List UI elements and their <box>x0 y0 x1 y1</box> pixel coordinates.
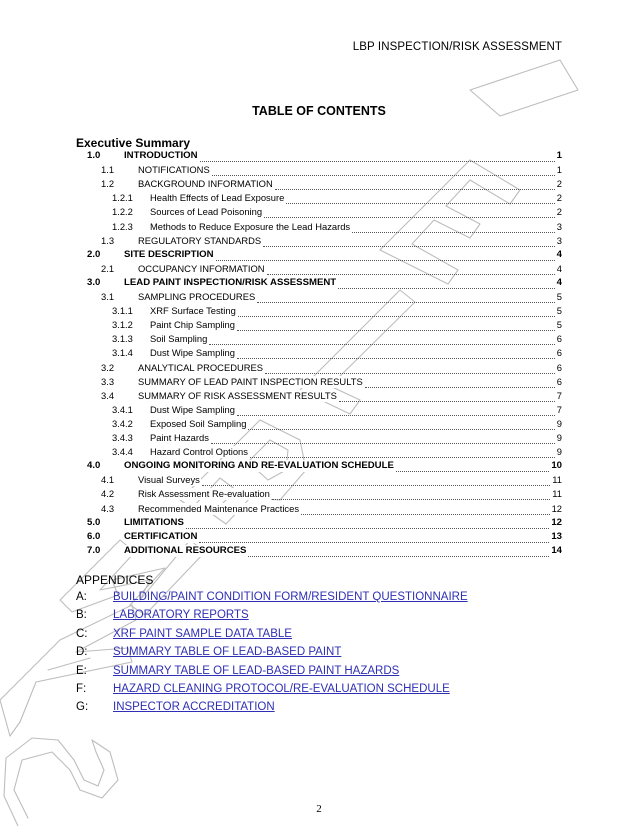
appendix-link[interactable]: BUILDING/PAINT CONDITION FORM/RESIDENT QUESTIONNAIRE <box>113 591 468 603</box>
toc-leader-dots <box>237 415 555 416</box>
toc-leader-dots <box>257 302 555 303</box>
toc-entry[interactable] <box>0 459 638 473</box>
toc-entry-page: 5 <box>556 319 562 331</box>
toc-entry-page: 9 <box>556 417 562 429</box>
toc-entry-page: 2 <box>556 192 562 204</box>
toc-leader-dots <box>267 274 555 275</box>
toc-leader-dots <box>263 246 555 247</box>
toc-entry-number: 3.4 <box>101 389 115 401</box>
toc-leader-dots <box>212 175 555 176</box>
toc-entry-number: 4.2 <box>101 488 115 500</box>
executive-summary-heading: Executive Summary <box>76 136 191 150</box>
toc-entry-number: 3.1.3 <box>112 333 133 345</box>
toc-leader-dots <box>301 514 550 515</box>
toc-entry-title: XRF Surface Testing <box>150 305 236 317</box>
toc-entry-page: 14 <box>551 544 562 556</box>
toc-entry-number: 4.1 <box>101 474 115 486</box>
toc-leader-dots <box>396 471 549 472</box>
toc-leader-dots <box>200 161 555 162</box>
toc-entry-page: 6 <box>556 347 562 359</box>
toc-entry-title: SITE DESCRIPTION <box>124 248 214 260</box>
toc-entry-page: 3 <box>556 234 562 246</box>
toc-entry-title: Visual Surveys <box>138 474 200 486</box>
toc-leader-dots <box>286 203 554 204</box>
toc-entry[interactable] <box>0 417 638 431</box>
toc-entry-page: 4 <box>556 248 562 260</box>
toc-leader-dots <box>352 232 555 233</box>
toc-entry[interactable] <box>0 318 638 332</box>
toc-entry-page: 4 <box>556 262 562 274</box>
toc-entry-title: Paint Hazards <box>150 432 209 443</box>
appendix-letter: B: <box>76 609 87 622</box>
appendix-letter: C: <box>76 627 88 640</box>
toc-leader-dots <box>211 443 555 444</box>
toc-title: TABLE OF CONTENTS <box>252 104 386 118</box>
running-header: LBP INSPECTION/RISK ASSESSMENT <box>352 41 562 53</box>
toc-entry[interactable] <box>0 502 638 516</box>
toc-entry-page: 7 <box>556 389 562 401</box>
appendices-heading: APPENDICES <box>76 573 154 587</box>
toc-leader-dots <box>338 288 555 289</box>
appendix-link[interactable]: SUMMARY TABLE OF LEAD-BASED PAINT <box>113 646 342 659</box>
toc-entry-title: Risk Assessment Re-evaluation <box>138 488 270 500</box>
toc-entry-number: 1.2.3 <box>112 220 133 232</box>
toc-entry-title: CERTIFICATION <box>124 530 198 542</box>
appendix-letter: D: <box>76 646 88 659</box>
toc-entry-title: ADDITIONAL RESOURCES <box>124 544 247 556</box>
toc-entry[interactable] <box>0 473 638 487</box>
toc-entry-title: INTRODUCTION <box>124 150 198 161</box>
toc-leader-dots <box>199 542 549 543</box>
toc-entry[interactable] <box>0 346 638 360</box>
appendix-letter: G: <box>76 701 89 714</box>
page-number: 2 <box>316 803 322 815</box>
toc-entry-number: 4.3 <box>101 502 115 514</box>
toc-entry-page: 11 <box>552 488 562 500</box>
toc-entry-title: Health Effects of Lead Exposure <box>150 192 285 204</box>
toc-entry-page: 10 <box>551 460 562 472</box>
toc-entry-number: 5.0 <box>87 516 101 528</box>
toc-entry-page: 9 <box>556 432 562 443</box>
toc-entry-page: 12 <box>551 502 562 514</box>
toc-entry-number: 3.3 <box>101 375 115 387</box>
toc-entry-title: ONGOING MONITORING AND RE-EVALUATION SCHEDULE <box>124 460 394 472</box>
toc-entry-title: Dust Wipe Sampling <box>150 347 235 359</box>
toc-entry[interactable] <box>0 262 638 276</box>
toc-entry-page: 5 <box>556 305 562 317</box>
appendix-link[interactable]: HAZARD CLEANING PROTOCOL/RE-EVALUATION SCHEDULE <box>113 683 450 695</box>
toc-entry[interactable] <box>0 516 638 530</box>
toc-entry-title: Recommended Maintenance Practices <box>138 502 300 514</box>
toc-entry-title: Paint Chip Sampling <box>150 319 235 331</box>
toc-entry-page: 3 <box>556 220 562 232</box>
toc-entry-number: 2.0 <box>87 248 101 260</box>
toc-entry[interactable] <box>0 220 638 234</box>
toc-entry-number: 1.2.1 <box>112 192 133 204</box>
toc-entry[interactable] <box>0 530 638 544</box>
toc-entry-number: 3.2 <box>101 361 115 373</box>
toc-leader-dots <box>209 344 554 345</box>
toc-entry-title: SUMMARY OF LEAD PAINT INSPECTION RESULTS <box>138 375 363 387</box>
toc-entry-title: Sources of Lead Poisoning <box>150 206 263 218</box>
toc-entry-number: 3.1.4 <box>112 347 133 359</box>
toc-entry-number: 3.4.3 <box>112 432 133 443</box>
toc-entry-number: 3.4.4 <box>112 446 133 458</box>
toc-entry-number: 3.1.1 <box>112 305 133 317</box>
toc-entry-title: Hazard Control Options <box>150 446 248 458</box>
toc-entry[interactable] <box>0 403 638 417</box>
toc-entry-page: 11 <box>552 474 562 486</box>
toc-entry-number: 1.2.2 <box>112 206 133 218</box>
toc-entry-title: Methods to Reduce Exposure the Lead Hazards <box>150 220 351 232</box>
toc-entry-page: 6 <box>556 361 562 373</box>
toc-entry-number: 6.0 <box>87 530 101 542</box>
toc-entry-number: 3.0 <box>87 276 101 288</box>
toc-entry-page: 4 <box>556 276 562 288</box>
toc-entry[interactable] <box>0 431 638 445</box>
toc-entry-page: 1 <box>556 164 562 176</box>
toc-entry-title: NOTIFICATIONS <box>138 164 210 176</box>
toc-entry-title: Soil Sampling <box>150 333 208 345</box>
toc-entry[interactable] <box>0 149 638 163</box>
toc-entry-page: 1 <box>556 150 562 161</box>
toc-leader-dots <box>216 260 555 261</box>
toc-leader-dots <box>237 330 555 331</box>
toc-entry-title: REGULATORY STANDARDS <box>138 234 262 246</box>
toc-leader-dots <box>248 429 554 430</box>
toc-entry[interactable] <box>0 205 638 219</box>
toc-leader-dots <box>186 528 549 529</box>
toc-entry-page: 2 <box>556 206 562 218</box>
toc-leader-dots <box>275 189 555 190</box>
toc-entry[interactable] <box>0 290 638 304</box>
toc-entry-title: Dust Wipe Sampling <box>150 403 235 415</box>
appendix-letter: E: <box>76 664 87 677</box>
toc-entry[interactable] <box>0 304 638 318</box>
appendix-link[interactable]: XRF PAINT SAMPLE DATA TABLE <box>113 627 292 640</box>
toc-leader-dots <box>265 373 555 374</box>
toc-entry[interactable] <box>0 276 638 290</box>
toc-entry-page: 5 <box>556 291 562 302</box>
toc-entry-number: 1.0 <box>87 150 101 161</box>
toc-entry-number: 3.1 <box>101 291 115 302</box>
toc-entry[interactable] <box>0 248 638 262</box>
toc-entry[interactable] <box>0 191 638 205</box>
toc-entry-number: 1.2 <box>101 178 115 190</box>
toc-entry-number: 4.0 <box>87 460 101 472</box>
toc-entry-title: SUMMARY OF RISK ASSESSMENT RESULTS <box>138 389 337 401</box>
appendix-link[interactable]: SUMMARY TABLE OF LEAD-BASED PAINT HAZARDS <box>113 664 400 677</box>
toc-entry-page: 6 <box>556 375 562 387</box>
toc-entry-page: 12 <box>551 516 562 528</box>
toc-entry-number: 1.3 <box>101 234 115 246</box>
appendix-link[interactable]: INSPECTOR ACCREDITATION <box>113 701 275 714</box>
toc-leader-dots <box>202 485 550 486</box>
toc-entry-title: OCCUPANCY INFORMATION <box>138 262 265 274</box>
toc-entry-page: 6 <box>556 333 562 345</box>
toc-entry[interactable] <box>0 163 638 177</box>
toc-entry-title: LIMITATIONS <box>124 516 184 528</box>
toc-entry-number: 3.4.1 <box>112 403 133 415</box>
toc-leader-dots <box>250 457 555 458</box>
toc-entry-page: 7 <box>556 403 562 415</box>
toc-leader-dots <box>248 556 549 557</box>
toc-entry[interactable] <box>0 332 638 346</box>
toc-entry-number: 1.1 <box>101 164 115 176</box>
toc-entry-number: 3.4.2 <box>112 417 133 429</box>
toc-leader-dots <box>365 387 555 388</box>
toc-leader-dots <box>238 316 555 317</box>
toc-entry-title: SAMPLING PROCEDURES <box>138 291 256 302</box>
toc-leader-dots <box>264 217 555 218</box>
toc-entry-page: 13 <box>551 530 562 542</box>
toc-entry-title: LEAD PAINT INSPECTION/RISK ASSESSMENT <box>124 276 337 288</box>
toc-entry[interactable] <box>0 487 638 501</box>
appendix-link[interactable]: LABORATORY REPORTS <box>113 609 249 622</box>
toc-entry-number: 3.1.2 <box>112 319 133 331</box>
toc-entry-title: BACKGROUND INFORMATION <box>138 178 273 190</box>
toc-entry[interactable] <box>0 445 638 459</box>
toc-entry[interactable] <box>0 361 638 375</box>
toc-leader-dots <box>339 401 555 402</box>
toc-entry-page: 2 <box>556 178 562 190</box>
toc-leader-dots <box>237 358 555 359</box>
toc-entry[interactable] <box>0 544 638 558</box>
toc-entry[interactable] <box>0 389 638 403</box>
toc-entry-page: 9 <box>556 446 562 458</box>
toc-entry-title: ANALYTICAL PROCEDURES <box>138 361 264 373</box>
appendix-letter: F: <box>76 683 87 695</box>
toc-entry-title: Exposed Soil Sampling <box>150 417 247 429</box>
toc-entry[interactable] <box>0 375 638 389</box>
toc-entry[interactable] <box>0 177 638 191</box>
toc-entry[interactable] <box>0 234 638 248</box>
toc-leader-dots <box>272 499 550 500</box>
toc-entry-number: 2.1 <box>101 262 115 274</box>
appendix-letter: A: <box>76 591 87 603</box>
toc-entry-number: 7.0 <box>87 544 101 556</box>
